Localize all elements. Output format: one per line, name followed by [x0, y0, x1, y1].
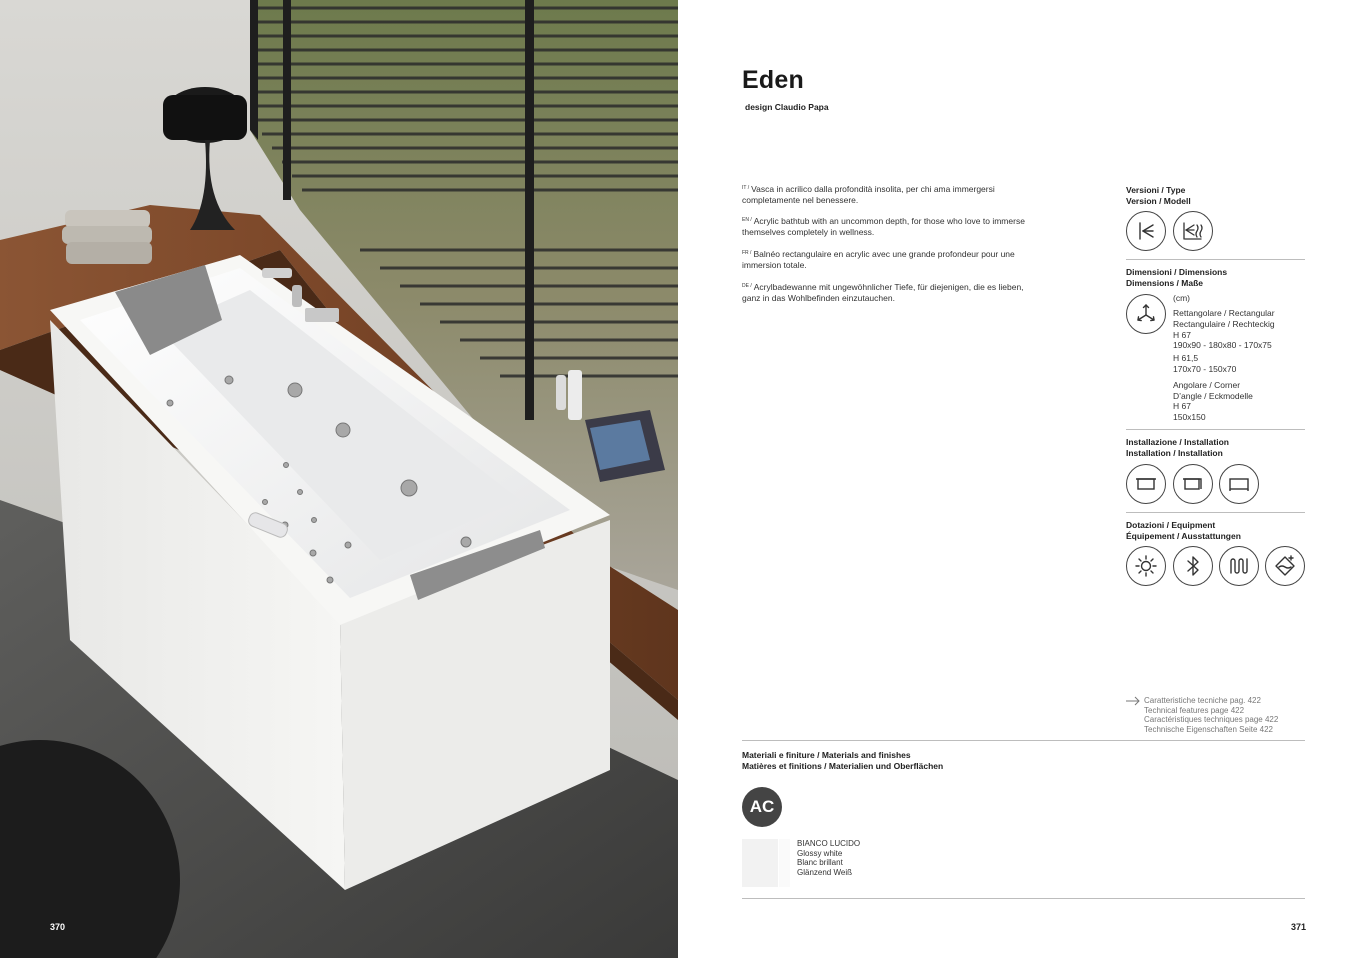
- dimension-line: H 67: [1173, 401, 1191, 412]
- description-text: Acrylbadewanne mit ungewöhnlicher Tiefe, für diejenigen, die es lieben, ganz in das Wohlbefinden einzutauchen.: [742, 282, 1024, 303]
- versions-title-line1: Versioni / Type: [1126, 185, 1186, 195]
- heater-icon: [1219, 546, 1259, 586]
- dimension-line: Rettangolare / Rectangular: [1173, 308, 1275, 318]
- dimension-line: D’angle / Eckmodelle: [1173, 390, 1253, 401]
- dimension-line: H 67: [1173, 329, 1191, 340]
- description-text: Vasca in acrilico dalla profondità insolita, per chi ama immergersi completamente nel benessere.: [742, 184, 995, 205]
- description-it: [742, 184, 1032, 206]
- page-number-left: 370: [50, 922, 66, 932]
- corner-install-icon: [1173, 464, 1213, 504]
- dimension-line: 150x150: [1173, 412, 1206, 423]
- dimension-line: 170x70 - 150x70: [1173, 363, 1237, 374]
- built-in-install-icon: [1126, 464, 1166, 504]
- materials-title: [742, 750, 943, 772]
- dimensions-title: [1126, 267, 1227, 288]
- description-de: [742, 282, 1032, 304]
- lang-tag: DE /: [742, 283, 752, 289]
- versions-title: [1126, 185, 1191, 206]
- dimensions-axes-icon: [1126, 294, 1166, 334]
- lang-tag: FR /: [742, 250, 752, 256]
- freestanding-install-icon: [1219, 464, 1259, 504]
- divider: [1126, 429, 1305, 430]
- dimension-line: Rectangulaire / Rechteckig: [1173, 318, 1275, 329]
- hydromassage-air-jets-icon: [1173, 211, 1213, 251]
- equipment-title: [1126, 520, 1241, 541]
- description-text: Acrylic bathtub with an uncommon depth, for those who love to immerse themselves completely in wellness.: [742, 216, 1025, 237]
- installation-title-line1: Installazione / Installation: [1126, 437, 1229, 447]
- description-fr: [742, 249, 1032, 271]
- tech-ref-line: Caratteristiche tecniche pag. 422: [1144, 696, 1261, 705]
- lang-tag: IT /: [742, 185, 750, 191]
- versions-title-line2: Version / Modell: [1126, 195, 1191, 206]
- dimensions-title-line2: Dimensions / Maße: [1126, 277, 1203, 288]
- finish-line: Blanc brillant: [797, 858, 843, 868]
- product-title: Eden: [742, 66, 804, 94]
- equipment-title-line1: Dotazioni / Equipment: [1126, 520, 1216, 530]
- materials-title-line1: Materiali e finiture / Materials and finishes: [742, 750, 911, 760]
- finish-line: Glänzend Weiß: [797, 867, 852, 877]
- divider: [1126, 512, 1305, 513]
- arrow-right-icon: [1126, 696, 1140, 706]
- divider: [1126, 259, 1305, 260]
- acrylic-badge: AC: [742, 787, 782, 827]
- lang-tag: EN /: [742, 217, 752, 223]
- hydromassage-jets-icon: [1126, 211, 1166, 251]
- divider: [742, 740, 1305, 741]
- designer-credit: design Claudio Papa: [745, 102, 829, 112]
- technical-reference[interactable]: [1144, 696, 1278, 734]
- page-number-right: 371: [1291, 922, 1307, 932]
- finish-line: Glossy white: [797, 848, 843, 858]
- dimensions-title-line1: Dimensioni / Dimensions: [1126, 267, 1228, 277]
- installation-title-line2: Installation / Installation: [1126, 447, 1223, 458]
- materials-title-line2: Matières et finitions / Materialien und Oberflächen: [742, 760, 944, 771]
- tech-ref-line: Technical features page 422: [1144, 705, 1245, 715]
- tech-ref-line: Caractéristiques techniques page 422: [1144, 715, 1279, 725]
- divider: [742, 898, 1305, 899]
- finish-line: BIANCO LUCIDO: [797, 839, 861, 848]
- dimensions-unit: (cm): [1173, 293, 1190, 303]
- description-en: [742, 216, 1032, 238]
- chromotherapy-icon: [1126, 546, 1166, 586]
- bluetooth-icon: [1173, 546, 1213, 586]
- dimension-line: H 61,5: [1173, 353, 1199, 364]
- dimensions-list: [1173, 308, 1275, 423]
- finish-swatch-glossy-white: [742, 839, 790, 887]
- description-text: Balnéo rectangulaire en acrylic avec une grande profondeur pour une immersion totale.: [742, 249, 1015, 270]
- finish-description: [797, 839, 860, 877]
- dimension-line: 190x90 - 180x80 - 170x75: [1173, 340, 1272, 351]
- installation-title: [1126, 437, 1229, 458]
- tech-ref-line: Technische Eigenschaften Seite 422: [1144, 724, 1273, 734]
- sanitizing-icon: [1265, 546, 1305, 586]
- equipment-title-line2: Équipement / Ausstattungen: [1126, 530, 1241, 541]
- dimension-line: Angolare / Corner: [1173, 379, 1241, 390]
